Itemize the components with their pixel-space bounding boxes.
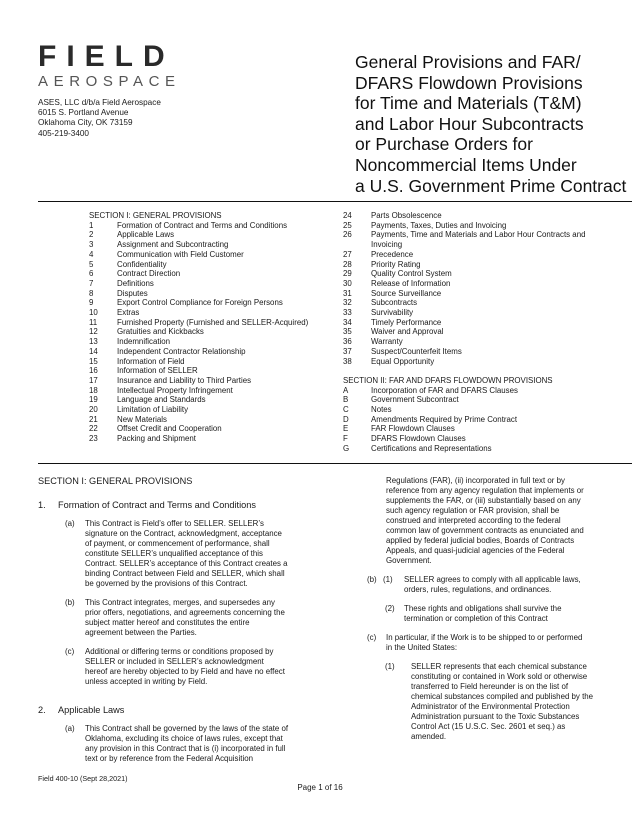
toc-item-label: New Materials [117, 414, 167, 424]
paragraph-submarker: (1) [383, 575, 393, 584]
text-line: such agency regulation or FAR provision, shall be [386, 506, 560, 515]
heading-number: 2. [38, 705, 46, 715]
toc-item-number: 35 [343, 327, 352, 337]
toc-item-label: Language and Standards [117, 395, 206, 405]
text-line: Regulations (FAR), (ii) incorporated in full text or by [386, 476, 565, 485]
toc-item-number: 19 [89, 395, 98, 405]
toc-item [343, 308, 593, 318]
toc-left-column [89, 211, 329, 444]
text-line: reference from any agency regulation that implements or [386, 486, 584, 495]
page-number: Page 1 of 16 [297, 783, 343, 792]
toc-item [89, 250, 329, 260]
text-line: Government. [386, 556, 432, 565]
toc-item [343, 250, 593, 260]
toc-item [343, 211, 593, 221]
toc-item-label: Priority Rating [371, 259, 421, 269]
toc-item [343, 337, 593, 347]
toc-item-label: Subcontracts [371, 298, 418, 308]
document-title [355, 52, 640, 196]
paragraph-1a [38, 519, 300, 589]
toc-item-number: 25 [343, 220, 352, 230]
toc-item-label: Suspect/Counterfeit Items [371, 346, 462, 356]
toc-item [89, 395, 329, 405]
toc-item-label: Packing and Shipment [117, 434, 196, 444]
text-line: amended. [411, 732, 447, 741]
toc-item-number: 6 [89, 269, 94, 279]
toc-item [343, 386, 593, 396]
toc-item-label: Warranty [371, 337, 403, 347]
text-line: Administration pursuant to the Toxic Substances [411, 712, 580, 721]
toc-item [89, 386, 329, 396]
toc-right-list [343, 211, 593, 366]
paragraph-1c [38, 647, 300, 687]
toc-item-number: A [343, 385, 349, 395]
toc-item-number: 8 [89, 288, 94, 298]
toc-item-label: Intellectual Property Infringement [117, 385, 233, 395]
toc-section1-title: SECTION I: GENERAL PROVISIONS [89, 211, 222, 220]
text-line: hereof are hereby objected to by Field and have no effect [85, 667, 285, 676]
toc-item-number: 33 [343, 308, 352, 318]
toc-item-number: 30 [343, 278, 352, 288]
toc-item-label: Survivability [371, 308, 414, 318]
text-line: text or by reference from the Federal Acquisition [85, 754, 253, 763]
toc-item [343, 269, 593, 279]
toc-item-number: 14 [89, 346, 98, 356]
paragraph-2b2 [339, 604, 629, 624]
toc-item-number: D [343, 414, 349, 424]
toc-item-number: 29 [343, 269, 352, 279]
toc-item [343, 444, 593, 454]
toc-item [343, 260, 593, 270]
paragraph-text [85, 724, 288, 764]
toc-item [343, 221, 593, 231]
paragraph-submarker: (1) [385, 662, 395, 671]
paragraph-text [386, 633, 582, 653]
toc-item [89, 434, 329, 444]
text-line: SELLER or included in SELLER’s acknowledgment [85, 657, 264, 666]
toc-item-label: Notes [371, 405, 392, 415]
toc-item-number: 4 [89, 249, 94, 259]
toc-item-label: Independent Contractor Relationship [117, 346, 246, 356]
toc-item [343, 395, 593, 405]
toc-left-list [89, 221, 329, 444]
toc-item-label: Extras [117, 308, 140, 318]
toc-item-label: Information of SELLER [117, 366, 198, 376]
toc-section2-title: SECTION II: FAR AND DFARS FLOWDOWN PROVISIONS [343, 375, 553, 385]
text-line: construed and interpreted according to the federal [386, 516, 561, 525]
paragraph-submarker: (2) [385, 604, 395, 613]
text-line: agreement between the Parties. [85, 628, 197, 637]
toc-item-number: G [343, 443, 350, 453]
text-line: This Contract integrates, merges, and supersedes any [85, 598, 275, 607]
toc-item-number: E [343, 424, 349, 434]
title-line: Noncommercial Items Under [355, 154, 577, 175]
toc-item-number: B [343, 395, 349, 405]
toc-item-number: 12 [89, 327, 98, 337]
toc-item-label: Disputes [117, 288, 148, 298]
text-line: These rights and obligations shall survive the [404, 604, 562, 613]
toc-item-label: Timely Performance [371, 317, 442, 327]
text-line: applied by federal judicial bodies, Boards of Contracts [386, 536, 575, 545]
toc-item [343, 279, 593, 289]
paragraph-text [411, 662, 593, 742]
toc-item-number: 16 [89, 366, 98, 376]
toc-item-label: Limitation of Liability [117, 405, 189, 415]
address-line: 405-219-3400 [38, 128, 89, 138]
text-line: of payment, or commencement of performance, shall [85, 539, 270, 548]
header-divider [38, 201, 632, 202]
toc-item-number: 37 [343, 346, 352, 356]
text-line: constituting or contained in Work sold or otherwise [411, 672, 588, 681]
toc-item [343, 347, 593, 357]
toc-item-number: 3 [89, 240, 94, 250]
paragraph-2c1 [339, 662, 629, 742]
text-line: Appeals, and quasi-judicial agencies of the Federal [386, 546, 565, 555]
text-line: in the United States: [386, 643, 458, 652]
heading-text: Applicable Laws [58, 705, 125, 715]
toc-item-label: Offset Credit and Cooperation [117, 424, 222, 434]
toc-item-number: 24 [343, 211, 352, 220]
text-line: subject matter hereof and constitutes the entire [85, 618, 250, 627]
paragraph-1b [38, 598, 300, 638]
toc-item [89, 221, 329, 231]
section-heading: SECTION I: GENERAL PROVISIONS [38, 476, 193, 486]
toc-item-label: Quality Control System [371, 269, 452, 279]
toc-item-label: Source Surveillance [371, 288, 442, 298]
toc-item-label: Amendments Required by Prime Contract [371, 414, 518, 424]
toc-section2-list [343, 386, 593, 454]
toc-item [89, 269, 329, 279]
toc-item-label: Gratuities and Kickbacks [117, 327, 204, 337]
toc-item [89, 230, 329, 240]
text-line: constitute SELLER’s unqualified acceptance of this [85, 549, 263, 558]
text-line: signature on the Contract, acknowledgment, acceptance [85, 529, 282, 538]
toc-item-number: 13 [89, 337, 98, 347]
logo-aerospace: AEROSPACE [38, 73, 181, 90]
toc-item-label: Definitions [117, 278, 154, 288]
toc-item [343, 230, 593, 249]
paragraph-text [404, 575, 581, 595]
toc-divider [38, 463, 632, 464]
toc-item [89, 357, 329, 367]
toc-item [89, 376, 329, 386]
text-line: be governed by the provisions of this Contract. [85, 579, 248, 588]
text-line: Oklahoma, excluding its choice of laws rules, except that [85, 734, 283, 743]
toc-item-label: DFARS Flowdown Clauses [371, 434, 466, 444]
text-line: SELLER agrees to comply with all applicable laws, [404, 575, 581, 584]
toc-item [343, 434, 593, 444]
paragraph-marker: (c) [367, 633, 377, 642]
paragraph-2a-continued [339, 476, 629, 566]
toc-item-label: Government Subcontract [371, 395, 459, 405]
toc-item-number: 5 [89, 259, 94, 269]
title-line: a U.S. Government Prime Contract [355, 175, 627, 196]
toc-item-number: 21 [89, 414, 98, 424]
title-line: for Time and Materials (T&M) [355, 93, 582, 114]
paragraph-2c [339, 633, 629, 653]
toc-item-label: Waiver and Approval [371, 327, 444, 337]
toc-item-number: 31 [343, 288, 352, 298]
text-line: prior offers, negotiations, and agreements concerning the [85, 608, 285, 617]
text-line: In particular, if the Work is to be shipped to or performed [386, 633, 583, 642]
toc-item [343, 289, 593, 299]
text-line: Contract. SELLER’s acceptance of this Contract creates a [85, 559, 288, 568]
title-line: General Provisions and FAR/ [355, 52, 581, 72]
toc-item [89, 260, 329, 270]
toc-item-label: FAR Flowdown Clauses [371, 424, 455, 434]
toc-item-number: 18 [89, 385, 98, 395]
toc-item-label: Incorporation of FAR and DFARS Clauses [371, 385, 518, 395]
toc-item [89, 405, 329, 415]
text-line: orders, rules, regulations, and ordinances. [404, 585, 552, 594]
text-line: unless accepted in writing by Field. [85, 677, 208, 686]
paragraph-text [85, 647, 285, 687]
body-right-column [339, 476, 629, 742]
toc-item [89, 308, 329, 318]
text-line: binding Contract between Field and SELLER, which shall [85, 569, 285, 578]
paragraph-marker: (c) [65, 647, 75, 656]
toc-item-label: Applicable Laws [117, 230, 175, 240]
heading-number: 1. [38, 500, 46, 510]
address-line: 6015 S. Portland Avenue [38, 108, 129, 118]
toc-item-number: 11 [89, 317, 98, 327]
toc-item [89, 318, 329, 328]
text-line: This Contract is Field’s offer to SELLER. SELLER’s [85, 519, 264, 528]
text-line: any provision in this Contract that is (i) incorporated in full [85, 744, 286, 753]
toc-item [343, 424, 593, 434]
toc-item-label: Precedence [371, 249, 414, 259]
address-line: Oklahoma City, OK 73159 [38, 118, 133, 128]
heading-applicable-laws [38, 705, 300, 715]
text-line: Control Act (15 U.S.C. Sec. 2601 et seq.) as [411, 722, 566, 731]
toc-item-number: C [343, 405, 349, 415]
toc-item [89, 415, 329, 425]
toc-item-label: Information of Field [117, 356, 185, 366]
address-line: ASES, LLC d/b/a Field Aerospace [38, 98, 161, 107]
text-line: chemical substances compiled and published by the [411, 692, 594, 701]
toc-item-label: Assignment and Subcontracting [117, 240, 229, 250]
text-line: common law of government contracts as enunciated and [386, 526, 584, 535]
paragraph-marker: (a) [65, 519, 75, 528]
toc-item-label: Furnished Property (Furnished and SELLER-Acquired) [117, 317, 309, 327]
toc-item-number: 32 [343, 298, 352, 308]
toc-item-number: 15 [89, 356, 98, 366]
toc-item [89, 347, 329, 357]
text-line: Additional or differing terms or conditions proposed by [85, 647, 274, 656]
paragraph-text [404, 604, 561, 624]
toc-item [343, 318, 593, 328]
company-address [38, 98, 161, 139]
paragraph-marker: (a) [65, 724, 75, 733]
body-left-column [38, 476, 300, 764]
toc-item [89, 337, 329, 347]
toc-item-label: Communication with Field Customer [117, 249, 244, 259]
toc-item-number: 27 [343, 249, 352, 259]
toc-item-number: 20 [89, 405, 98, 415]
toc-item [89, 240, 329, 250]
text-line: transferred to Field hereunder is on the list of [411, 682, 569, 691]
toc-item-label: Payments, Taxes, Duties and Invoicing [371, 220, 507, 230]
toc-item-label: Contract Direction [117, 269, 181, 279]
toc-item [89, 279, 329, 289]
toc-item [343, 298, 593, 308]
toc-item-number: 34 [343, 317, 352, 327]
toc-item-number: 26 [343, 230, 352, 240]
text-line: supplements the FAR, or (iii) substantially based on any [386, 496, 581, 505]
toc-item [89, 289, 329, 299]
title-line: DFARS Flowdown Provisions [355, 72, 583, 93]
toc-item-number: 10 [89, 308, 98, 318]
heading-text: Formation of Contract and Terms and Conditions [58, 500, 256, 510]
document-id: Field 400-10 (Sept 28,2021) [38, 774, 128, 783]
paragraph-2a [38, 724, 300, 764]
text-line: termination or completion of this Contract [404, 614, 548, 623]
toc-right-column [343, 211, 593, 454]
toc-item-number: 38 [343, 356, 352, 366]
paragraph-text [85, 598, 285, 638]
text-line: SELLER represents that each chemical substance [411, 662, 587, 671]
toc-item [89, 366, 329, 376]
heading-formation [38, 500, 300, 510]
toc-item-number: F [343, 434, 348, 444]
toc-item-number: 22 [89, 424, 98, 434]
toc-item-label: Insurance and Liability to Third Parties [117, 375, 252, 385]
toc-item-label: Parts Obsolescence [371, 211, 442, 220]
logo-field: FIELD [38, 40, 175, 73]
toc-item [343, 327, 593, 337]
toc-item-number: 36 [343, 337, 352, 347]
toc-item-label: Indemnification [117, 337, 171, 347]
toc-item-label: Payments, Time and Materials and Labor Hour Contracts and Invoicing [371, 230, 586, 250]
toc-item-number: 7 [89, 278, 94, 288]
toc-item-number: 2 [89, 230, 94, 240]
toc-item-number: 28 [343, 259, 352, 269]
title-line: or Purchase Orders for [355, 134, 533, 155]
toc-item-label: Confidentiality [117, 259, 167, 269]
toc-item-label: Equal Opportunity [371, 356, 435, 366]
toc-item [89, 327, 329, 337]
paragraph-2b [339, 575, 629, 595]
toc-item [89, 298, 329, 308]
paragraph-text [85, 519, 287, 589]
paragraph-marker: (b) [65, 598, 75, 607]
toc-item-label: Formation of Contract and Terms and Conditions [117, 220, 288, 230]
text-line: Administrator of the Environmental Protection [411, 702, 570, 711]
toc-item-number: 1 [89, 220, 94, 230]
toc-item [343, 415, 593, 425]
toc-item [343, 357, 593, 367]
paragraph-marker: (b) [367, 575, 377, 584]
text-line: This Contract shall be governed by the laws of the state of [85, 724, 289, 733]
toc-item-label: Certifications and Representations [371, 443, 492, 453]
toc-item-number: 23 [89, 434, 98, 444]
toc-item-label: Export Control Compliance for Foreign Persons [117, 298, 283, 308]
toc-item [89, 424, 329, 434]
toc-item-label: Release of Information [371, 278, 451, 288]
toc-item-number: 17 [89, 375, 98, 385]
title-line: and Labor Hour Subcontracts [355, 113, 584, 134]
toc-item [343, 405, 593, 415]
toc-item-number: 9 [89, 298, 94, 308]
